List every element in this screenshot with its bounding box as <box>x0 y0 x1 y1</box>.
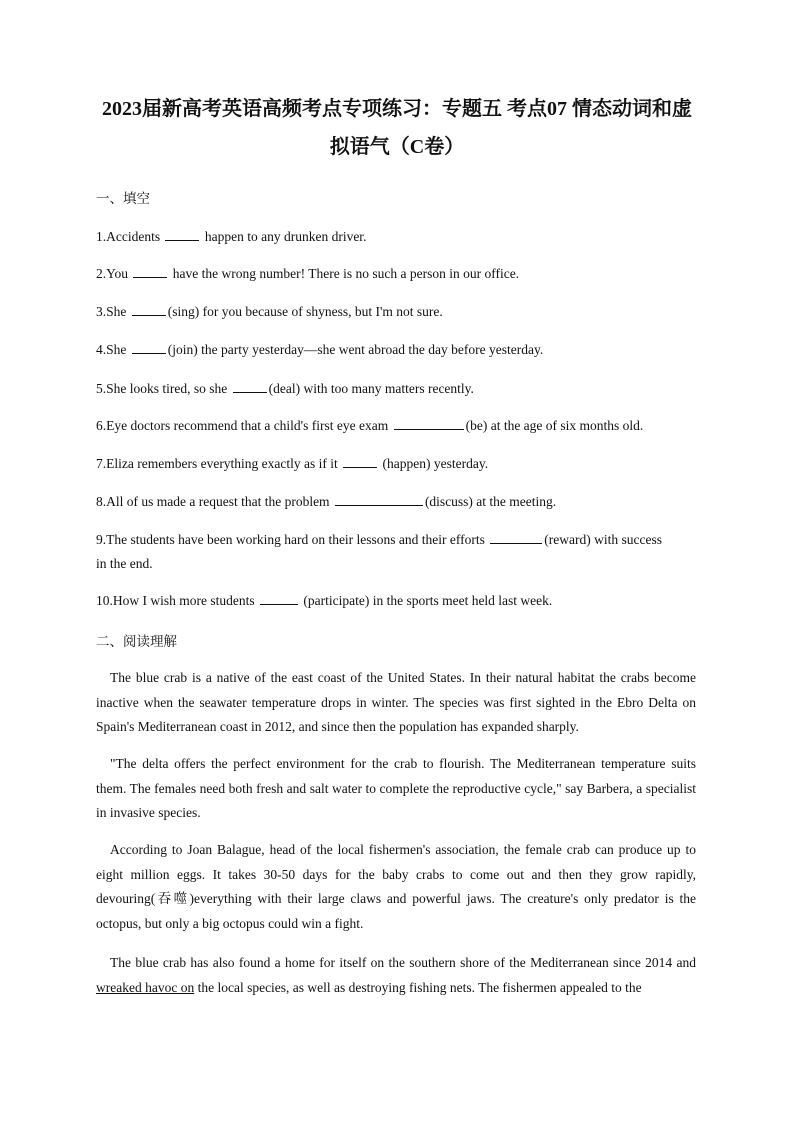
answer-blank[interactable] <box>490 529 542 544</box>
question-item: 4.She (join) the party yesterday—she went abroad the day before yesterday. <box>96 338 696 362</box>
question-item: 5.She looks tired, so she (deal) with too many matters recently. <box>96 377 696 401</box>
question-item: 2.You have the wrong number! There is no such a person in our office. <box>96 262 696 286</box>
answer-blank[interactable] <box>394 415 464 430</box>
question-item: 9.The students have been working hard on their lessons and their efforts (reward) with success <box>96 528 696 552</box>
document-title-line2: 拟语气（C卷） <box>329 136 465 158</box>
answer-blank[interactable] <box>343 453 377 468</box>
question-item: 6.Eye doctors recommend that a child's first eye exam (be) at the age of six months old. <box>96 414 696 438</box>
reading-paragraph: "The delta offers the perfect environment for the crab to flourish. The Mediterranean temperature suits them. The females need both fresh and salt water to complete the reproductive cycle," say Barbera, a specialist in invasive species. <box>96 756 696 820</box>
question-item-continuation: in the end. <box>96 556 153 571</box>
reading-paragraph: The blue crab is a native of the east coast of the United States. In their natural habitat the crabs become inactive when the seawater temperature drops in winter. The species was first sighted in the Ebro Delta on Spain's Mediterranean coast in 2012, and since then the population has expanded sharply. <box>96 670 696 734</box>
answer-blank[interactable] <box>260 590 298 605</box>
answer-blank[interactable] <box>165 226 199 241</box>
document-title-line1: 2023届新高考英语高频考点专项练习：专题五 考点07 情态动词和虚 <box>102 98 692 120</box>
answer-blank[interactable] <box>335 491 423 506</box>
answer-blank[interactable] <box>133 263 167 278</box>
question-item: 8.All of us made a request that the problem (discuss) at the meeting. <box>96 490 696 514</box>
question-item: 10.How I wish more students (participate) in the sports meet held last week. <box>96 589 696 613</box>
answer-blank[interactable] <box>132 339 166 354</box>
section-heading-reading: 二、阅读理解 <box>96 634 177 650</box>
answer-blank[interactable] <box>132 301 166 316</box>
reading-paragraph: The blue crab has also found a home for itself on the southern shore of the Mediterranean since 2014 and wreaked havoc on the local species, as well as destroying fishing nets. The fishermen appealed to the <box>96 955 696 995</box>
question-item: 3.She (sing) for you because of shyness, but I'm not sure. <box>96 300 696 324</box>
underlined-phrase: wreaked havoc on <box>96 979 195 995</box>
question-item: 1.Accidents happen to any drunken driver. <box>96 225 696 249</box>
question-item: 7.Eliza remembers everything exactly as if it (happen) yesterday. <box>96 452 696 476</box>
section-heading-fill-blanks: 一、填空 <box>96 191 150 207</box>
answer-blank[interactable] <box>233 378 267 393</box>
reading-paragraph: According to Joan Balague, head of the local fishermen's association, the female crab can produce up to eight million eggs. It takes 30-50 days for the baby crabs to come out and then they grow rapidly, devouring(吞噬)everything with their large claws and powerful jaws. The creature's only predator is the octopus, but only a big octopus could win a fight. <box>96 842 696 931</box>
